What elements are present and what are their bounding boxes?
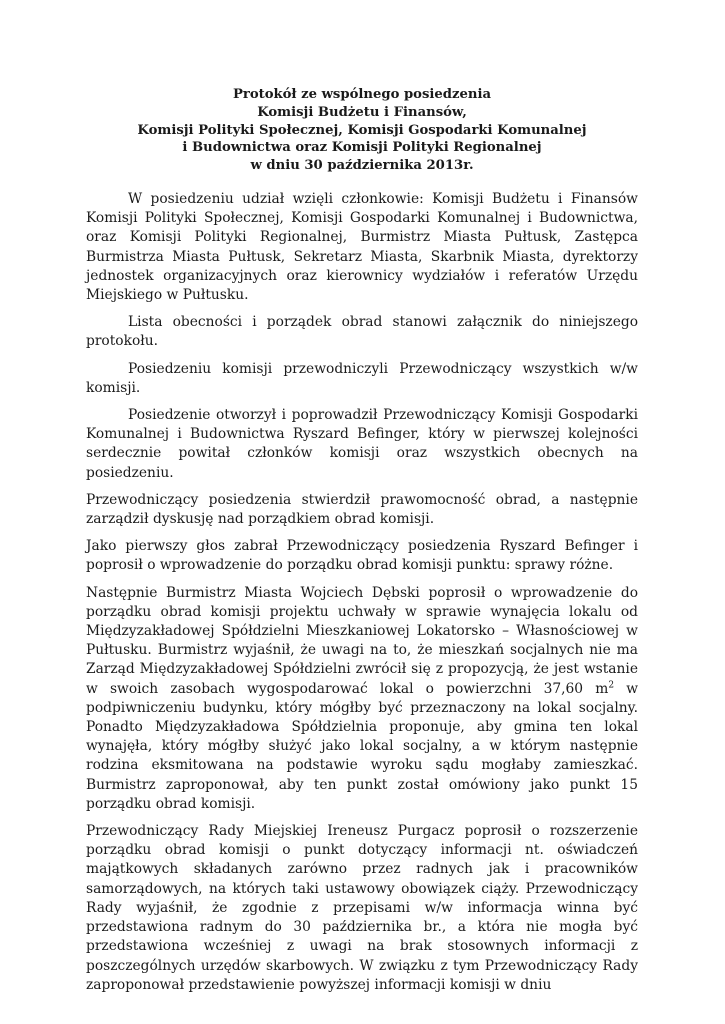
paragraph-chairs: Posiedzeniu komisji przewodniczyli Przewodniczący wszystkich w/w komisji.: [86, 360, 638, 396]
document-page: [86, 86, 638, 1003]
title-line: Komisji Polityki Społecznej, Komisji Gospodarki Komunalnej: [137, 122, 587, 138]
paragraph-first-motion: Jako pierwszy głos zabrał Przewodniczący posiedzenia Ryszard Befinger i poprosił o wprowadzenie do porządku obrad komisji punktu: sprawy różne.: [86, 538, 638, 574]
title-line: Protokół ze wspólnego posiedzenia: [232, 87, 492, 102]
paragraph-council-chair-motion: Przewodniczący Rady Miejskiej Ireneusz Purgacz poprosił o rozszerzenie porządku obrad komisji o punkt dotyczący informacji nt. oświadczeń majątkowych składanych zarówno przez radnych jak i pracowników samorządowych, na których taki ustawowy obowiązek ciąży. Przewodniczący Rady wyjaśnił, że zgodnie z przepisami w/w informacja winna być przedstawiona radnym do 30 października br., a która nie mogła być przedstawiona wcześniej z uwagi na brak stosownych informacji z poszczególnych urzędów skarbowych. W związku z tym Przewodniczący Rady zaproponował przedstawienie powyższej informacji komisji w dniu: [86, 823, 638, 993]
title-line: w dniu 30 października 2013r.: [250, 158, 474, 174]
paragraph-text: Następnie Burmistrz Miasta Wojciech Dębski poprosił o wprowadzenie do porządku obrad komisji projektu uchwały w sprawie wynajęcia lokalu od Międzyzakładowej Spółdzielni Mieszkaniowej Lokatorsko – Własnościowej w Pułtusku. Burmistrz wyjaśnił, że uwagi na to, że mieszkań socjalnych nie ma Zarząd Międzyzakładowej Spółdzielni zwrócił się z propozycją, że jest wstanie w swoich zasobach wygospodarować lokal o powierzchni 37,60 m: [86, 584, 638, 697]
paragraph-attendance-list: Lista obecności i porządek obrad stanowi załącznik do niniejszego protokołu.: [86, 314, 638, 350]
paragraph-text: w podpiwniczeniu budynku, który mógłby być przeznaczony na lokal socjalny. Ponadto Międzyzakładowa Spółdzielnia proponuje, aby gmina ten lokal wynajęła, który mógłby służyć jako lokal socjalny, a w którym następnie rodzina eksmitowana na podstawie wyroku sądu mogłaby zamieszkać. Burmistrz zaproponował, aby ten punkt został omówiony jako punkt 15 porządku obrad komisji.: [86, 680, 638, 812]
title-line: i Budownictwa oraz Komisji Polityki Regionalnej: [182, 140, 542, 156]
document-title: [86, 86, 638, 175]
title-line: Komisji Budżetu i Finansów,: [257, 104, 467, 120]
paragraph-attendees: W posiedzeniu udział wzięli członkowie: Komisji Budżetu i Finansów Komisji Polityki Społecznej, Komisji Gospodarki Komunalnej i Budownictwa, oraz Komisji Polityki Regionalnej, Burmistrz Miasta Pułtusk, Zastępca Burmistrza Miasta Pułtusk, Sekretarz Miasta, Skarbnik Miasta, dyrektorzy jednostek organizacyjnych oraz kierownicy wydziałów i referatów Urzędu Miejskiego w Pułtusku.: [86, 190, 638, 303]
paragraph-quorum: Przewodniczący posiedzenia stwierdził prawomocność obrad, a następnie zarządził dyskusję nad porządkiem obrad komisji.: [86, 491, 638, 528]
paragraph-mayor-motion: [86, 584, 638, 814]
paragraph-opening: Posiedzenie otworzył i poprowadził Przewodniczący Komisji Gospodarki Komunalnej i Budownictwa Ryszard Befinger, który w pierwszej kolejności serdecznie powitał członków komisji oraz wszystkich obecnych na posiedzeniu.: [86, 407, 638, 481]
superscript: 2: [608, 680, 615, 691]
